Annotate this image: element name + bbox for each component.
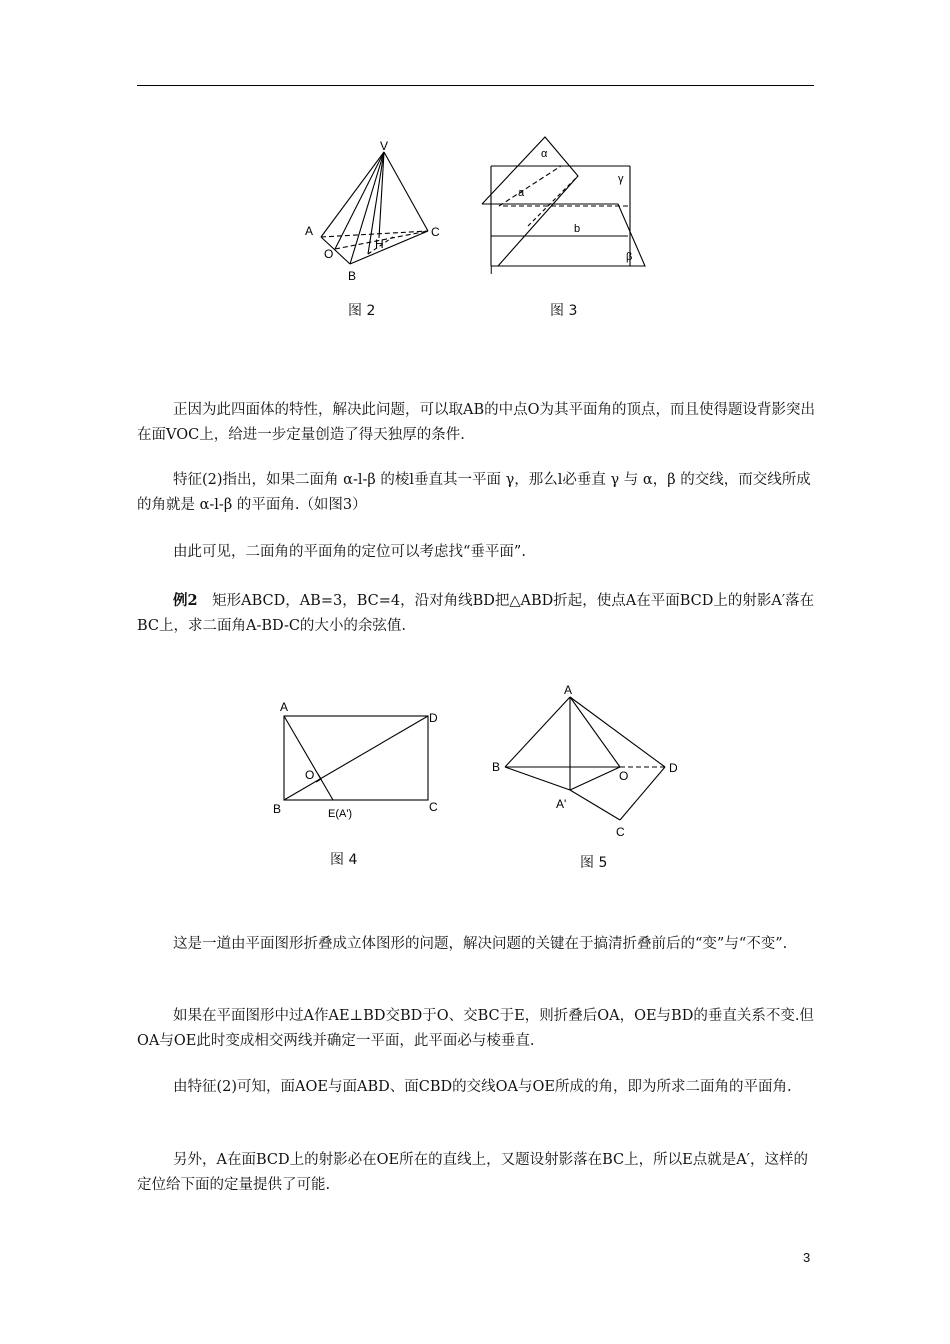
fig5-label-d: D (669, 761, 678, 775)
fig3-label-beta: β (626, 251, 633, 263)
figure-3 (478, 130, 653, 280)
figure-3-diagram (478, 130, 653, 280)
fig4-label-o: O (305, 768, 315, 782)
paragraph-7: 由特征(2)可知，面AOE与面ABD、面CBD的交线OA与OE所成的角，即为所求二面角的平面角. (173, 1079, 792, 1095)
figure-4-caption: 图 4 (330, 852, 358, 868)
paragraph-5: 这是一道由平面图形折叠成立体图形的问题，解决问题的关键在于搞清折叠前后的“变”与“不变”. (173, 936, 788, 952)
fig2-label-a: A (305, 224, 314, 238)
paragraph-8: 另外，A在面BCD上的射影必在OE所在的直线上，又题设射影落在BC上，所以E点就是A′，这样的定位给下面的定量提供了可能. (137, 1152, 808, 1193)
fig3-label-b: b (574, 223, 581, 235)
figure-2-caption: 图 2 (348, 303, 376, 319)
figure-4 (268, 695, 448, 825)
figure-2 (300, 138, 450, 288)
fig2-label-h: H (375, 237, 384, 251)
figure-5-caption: 图 5 (580, 855, 608, 871)
fig4-label-a: A (280, 700, 289, 714)
figure-5 (488, 680, 688, 840)
fig3-label-gamma: γ (618, 173, 624, 185)
paragraph-4 (137, 588, 817, 639)
figure-3-caption: 图 3 (550, 303, 578, 319)
fig5-label-a-prime: A' (556, 797, 567, 811)
paragraph-2: 特征(2)指出，如果二面角 α-l-β 的棱l垂直其一平面 γ，那么l必垂直 γ 与 α，β 的交线，而交线所成的角就是 α-l-β 的平面角.（如图3） (137, 472, 811, 513)
fig2-label-c: C (431, 225, 440, 239)
fig3-label-a: a (518, 187, 525, 199)
fig3-label-l: l (490, 265, 493, 277)
figure-4-diagram (268, 695, 448, 825)
paragraph-6: 如果在平面图形中过A作AE⊥BD交BD于O、交BC于E，则折叠后OA，OE与BD的垂直关系不变.但OA与OE此时变成相交两线并确定一平面，此平面必与棱垂直. (137, 1008, 814, 1049)
example-label: 例2 (173, 592, 198, 609)
fig2-label-v: V (380, 139, 389, 153)
fig4-label-c: C (429, 800, 438, 814)
paragraph-3: 由此可见，二面角的平面角的定位可以考虑找“垂平面”. (173, 544, 526, 560)
example-text: 矩形ABCD，AB=3，BC=4，沿对角线BD把△ABD折起，使点A在平面BCD上的射影A′落在BC上，求二面角A-BD-C的大小的余弦值. (137, 593, 815, 634)
fig5-label-a: A (564, 683, 573, 697)
fig2-label-b: B (348, 269, 357, 283)
paragraph-1: 正因为此四面体的特性，解决此问题，可以取AB的中点O为其平面角的顶点，而且使得题设背影突出在面VOC上，给进一步定量创造了得天独厚的条件. (137, 402, 816, 443)
fig5-label-o: O (619, 769, 629, 783)
figure-2-diagram (300, 138, 450, 288)
fig4-label-e: E(A') (328, 808, 353, 820)
fig5-label-c: C (616, 825, 625, 839)
fig2-label-o: O (324, 247, 334, 261)
figure-5-diagram (488, 680, 688, 840)
header-rule (137, 85, 814, 86)
fig3-label-alpha: α (541, 148, 548, 160)
page-number: 3 (803, 1250, 811, 1265)
fig5-label-b: B (492, 760, 501, 774)
fig4-label-d: D (429, 711, 438, 725)
fig4-label-b: B (273, 802, 282, 816)
